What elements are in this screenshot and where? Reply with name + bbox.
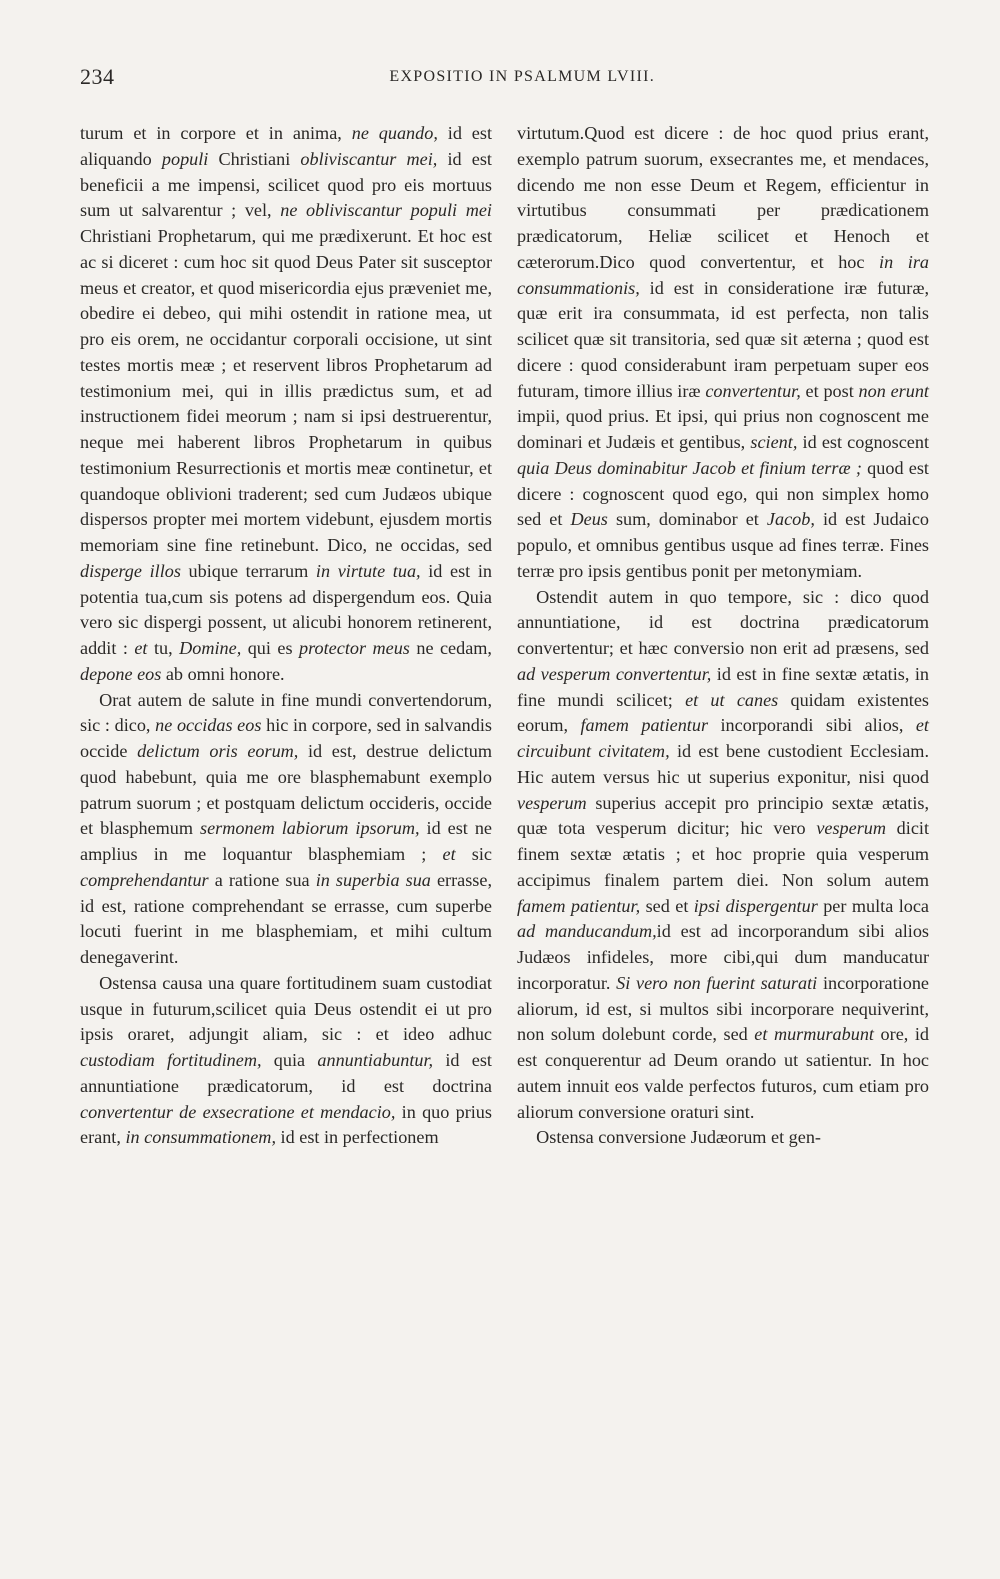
italic-run: sermonem labiorum ipsorum, xyxy=(200,818,420,839)
italic-run: in superbia sua xyxy=(315,869,431,890)
text-run: ore, id est conquerentur ad Deum orando ut satientur. In hoc autem innuit eos valde perfectos futuros, cum etiam pro aliorum conversione oraturi sint. xyxy=(517,1024,929,1122)
text-run: id est in fine sextæ ætatis, in fine mundi scilicet; xyxy=(517,663,930,710)
text-run: impii, quod prius. Et ipsi, qui prius non cognoscent me dominari et Judæis et gentibus, xyxy=(517,406,929,452)
text-run: et post xyxy=(800,380,859,401)
italic-run: Si vero non fuerint saturati xyxy=(616,972,818,993)
text-run: Orat autem de salute in fine mundi convertendorum, sic : dico, xyxy=(80,689,492,736)
italic-run: vesperum xyxy=(816,818,887,839)
text-run: id est Judaico populo, et omnibus gentibus usque ad fines terræ. Fines terræ pro ipsis gentibus ponit per metonymiam. xyxy=(517,509,929,581)
italic-run: convertentur, xyxy=(705,380,801,401)
text-run: id est ad incorporandum sibi alios Judæos infideles, more cibi,qui dum manducatur incorporatur. xyxy=(517,921,930,993)
italic-run: ipsi dispergentur xyxy=(693,895,818,916)
italic-run: depone eos xyxy=(80,663,162,684)
page-number: 234 xyxy=(80,64,115,89)
text-run: id est in potentia tua,cum sis potens ad dispergendum eos. Quia vero sic dispergi possent, ut alicubi honorem retinerent, addit : xyxy=(80,560,492,658)
italic-run: ne obliviscantur populi mei xyxy=(280,200,492,221)
italic-run: et ut canes xyxy=(685,689,779,710)
text-run: tu, xyxy=(147,638,180,658)
text-run: sic xyxy=(455,844,492,864)
text-run: id est in consideratione iræ futuræ, quæ erit ira consummata, id est perfecta, non talis scilicet quæ sit transitoria, sed quæ sit æterna ; quod est dicere : quod considerabunt iram perpetuam super eos futuram, timore illius iræ xyxy=(517,277,929,401)
italic-run: et xyxy=(134,638,148,658)
text-run: Ostensa causa una quare fortitudinem suam custodiat usque in futurum,scilicet quia Deus ostendit ei ut pro ipsis oraret, adjungit aliam, sic : et ideo adhuc xyxy=(80,972,492,1045)
italic-run: protector meus xyxy=(299,638,410,658)
text-run: dicit finem sextæ ætatis ; et hoc proprie quia vesperum accipimus finalem partem diei. Non solum autem xyxy=(517,818,929,890)
right-column xyxy=(517,121,929,1151)
italic-run: Deus xyxy=(570,509,608,530)
italic-run: vesperum xyxy=(517,792,587,813)
text-run: id est aliquando xyxy=(80,123,493,169)
text-run: ne cedam, xyxy=(409,638,492,658)
text-run: errasse, id est, ratione comprehendant se errasse, cum superbe locuti fuerint in me blasphemiam, et mihi cultum denegaverint. xyxy=(80,869,492,967)
italic-run: famem patientur xyxy=(580,715,709,736)
text-run: quod est dicere : cognoscent quod ego, qui non simplex homo sed et xyxy=(517,457,929,530)
text-run: id est bene custodient Ecclesiam. Hic autem versus hic ut superius exponitur, nisi quod xyxy=(517,741,929,787)
left-column xyxy=(80,121,492,1151)
italic-run: et xyxy=(442,844,456,864)
text-run: id est cognoscent xyxy=(797,432,929,452)
text-run: Ostensa conversione Judæorum et gen- xyxy=(536,1127,821,1148)
italic-run: in ira consummationis, xyxy=(517,251,929,298)
italic-run: disperge illos xyxy=(80,560,181,581)
text-run: Ostendit autem in quo tempore, sic : dico quod annuntiatione, id est doctrina prædicatorum convertentur; et hæc conversio non erit ad præsens, sed xyxy=(517,586,929,658)
text-run: Christiani xyxy=(208,148,301,169)
italic-run: ad vesperum convertentur, xyxy=(517,663,712,684)
text-run: virtutum.Quod est dicere : de hoc quod prius erant, exemplo patrum suorum, exsecrantes me, et mendaces, dicendo me non esse Deum et Regem, efficientur in virtutibus consummati per prædicationem prædicatorum, Heliæ scilicet et Henoch et cæterorum.Dico quod convertentur, et hoc xyxy=(517,123,929,272)
text-run: id est ne amplius in me loquantur blasphemiam ; xyxy=(80,818,492,864)
text-run: turum et in corpore et in anima, xyxy=(80,123,352,143)
paragraph xyxy=(517,1125,929,1151)
text-run: a ratione sua xyxy=(208,869,316,890)
paragraph xyxy=(80,121,492,688)
text-run: Christiani Prophetarum, qui me prædixerunt. Et hoc est ac si diceret : cum hoc sit quod Deus Pater sit susceptor meus et creator, et quod misericordia ejus præveniet me, obedire ei debeo, qui mihi ostendit in ratione mea, ut pro eis orem, ne occidantur corporali occisione, ut sint testes mortis meæ ; et reservent libros Prophetarum ad testimonium mei, qui in illis prædictus sum, et ad instructionem fidei meorum ; nam si ipsi destruerentur, neque mei haberent libros Prophetarum in quibus testimonium Resurrectionis et mortis meæ continetur, et quandoque oblivioni traderent; sed cum Judæos ubique dispersos propter mei mortem videbunt, ejusdem mortis memoriam sine fine retinebunt. Dico, ne occidas, sed xyxy=(80,226,492,555)
text-run: qui es xyxy=(241,638,300,658)
italic-run: quia Deus dominabitur Jacob et finium terræ ; xyxy=(517,457,862,478)
text-run: id est annuntiatione prædicatorum, id est doctrina xyxy=(80,1050,492,1096)
italic-run: populi xyxy=(161,148,209,169)
text-run: id est beneficii a me impensi, scilicet quod pro eis mortuus sum ut salvarentur ; vel, xyxy=(80,148,492,221)
page-header xyxy=(80,64,655,94)
text-run: hic in corpore, sed in salvandis occide xyxy=(80,715,492,761)
paragraph xyxy=(80,971,492,1151)
italic-run: obliviscantur mei, xyxy=(300,148,438,169)
italic-run: Jacob, xyxy=(766,509,815,530)
italic-run: ad manducandum, xyxy=(517,921,657,942)
italic-run: et murmurabunt xyxy=(754,1024,874,1045)
text-run: ubique terrarum xyxy=(180,560,316,581)
text-run: ab omni honore. xyxy=(161,663,285,684)
italic-run: annuntiabuntur, xyxy=(317,1050,434,1070)
italic-run: famem patientur, xyxy=(517,895,641,916)
italic-run: delictum oris eorum, xyxy=(137,741,299,761)
text-run: incorporatione aliorum, id est, si multos sibi incorporare nequiverint, non solum dolebunt corde, sed xyxy=(517,972,929,1045)
paragraph xyxy=(80,688,492,971)
italic-run: convertentur de exsecratione et mendacio, xyxy=(80,1101,396,1122)
text-run: id est, destrue delictum quod habebunt, quia me ore blasphemabunt exemplo patrum suorum ; et postquam delictum occideris, occide et blasphemum xyxy=(80,741,492,839)
italic-run: et circuibunt civitatem, xyxy=(517,715,929,761)
text-run: incorporandi sibi alios, xyxy=(708,715,916,736)
text-run: quia xyxy=(261,1050,318,1070)
italic-run: custodiam fortitudinem, xyxy=(80,1050,262,1070)
italic-run: scient, xyxy=(750,432,798,452)
text-run: in quo prius erant, xyxy=(80,1101,492,1148)
italic-run: in virtute tua, xyxy=(315,560,421,581)
italic-run: ne occidas eos xyxy=(155,715,262,736)
running-head: EXPOSITIO IN PSALMUM LVIII. xyxy=(389,68,655,85)
italic-run: in consummationem, xyxy=(125,1127,276,1148)
italic-run: Domine, xyxy=(179,638,242,658)
text-run: superius accepit pro principio sextæ ætatis, quæ tota vesperum dicitur; hic vero xyxy=(517,792,929,839)
italic-run: comprehendantur xyxy=(80,869,209,890)
italic-run: ne quando, xyxy=(351,123,438,143)
text-run: per multa loca xyxy=(817,895,929,916)
text-run: sed et xyxy=(640,895,694,916)
paragraph xyxy=(517,121,929,585)
text-run: id est in perfectionem xyxy=(276,1127,439,1148)
text-run: sum, dominabor et xyxy=(607,509,767,530)
text-run: quidam existentes eorum, xyxy=(517,689,929,736)
paragraph xyxy=(517,585,929,1126)
italic-run: non erunt xyxy=(858,380,929,401)
